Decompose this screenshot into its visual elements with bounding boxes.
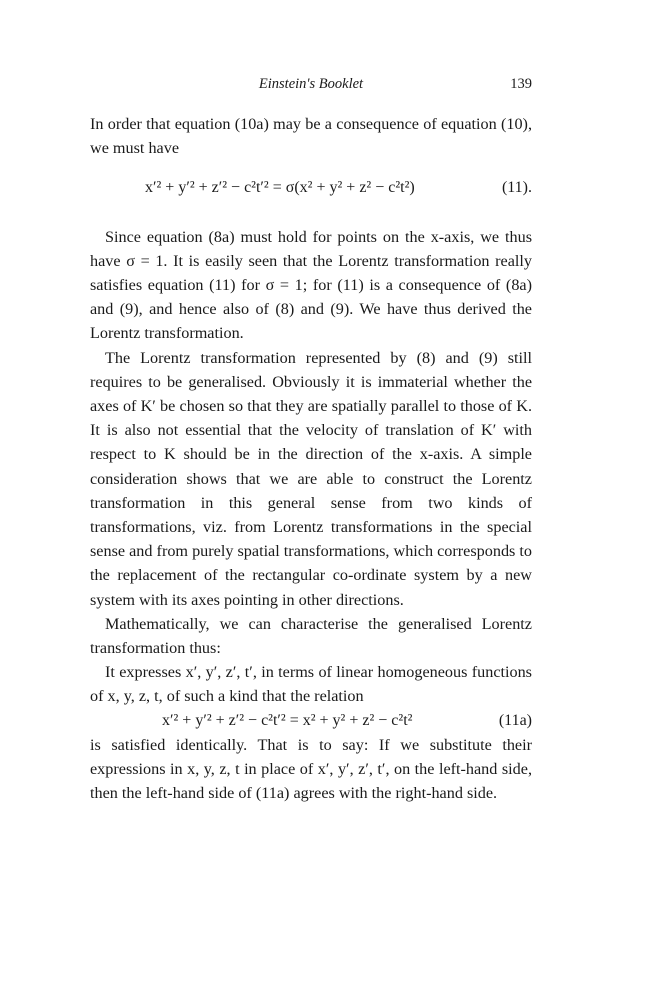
paragraph-6: is satisfied identically. That is to say: If we substitute their expressions in x, y, z, t in place of x′, y′, z′, t′, on the left-hand side, then the left-hand side of (11a) agrees with the right-hand side. [90, 735, 532, 803]
page-number: 139 [510, 76, 532, 92]
running-title: Einstein's Booklet [258, 76, 364, 92]
equation-11-number: (11). [501, 179, 532, 197]
paragraph-4: Mathematically, we can characterise the generalised Lorentz transformation thus: [90, 614, 532, 658]
page-header [90, 76, 532, 98]
paragraph-3: The Lorentz transformation represented by (8) and (9) still requires to be generalised. Obviously it is immaterial whether the axes of K′ be chosen so that they are spatially parallel to those of K. It is also not essential that the velocity of translation of K′ with respect to K should be in the direction of the x-axis. A simple consideration shows that we are able to construct the Lorentz transformation in this general sense from two kinds of transformations, viz. from Lorentz transformations in the special sense and from purely spatial transformations, which corresponds to the replacement of the rectangular co-ordinate system by a new system with its axes pointing in other directions. [90, 348, 532, 609]
equation-11 [90, 176, 532, 200]
equation-11a-expression: x′² + y′² + z′² − c²t′² = x² + y² + z² − c²t² [162, 711, 413, 729]
equation-11a-number: (11a) [498, 711, 532, 729]
paragraph-5: It expresses x′, y′, z′, t′, in terms of linear homogeneous functions of x, y, z, t, of such a kind that the relation [90, 663, 532, 706]
paragraph-1: In order that equation (10a) may be a consequence of equation (10), we must have [90, 115, 532, 158]
paragraph-2: Since equation (8a) must hold for points on the x-axis, we thus have σ = 1. It is easily seen that the Lorentz transformation really satisfies equation (11) for σ = 1; for (11) is a consequence of (8a) and (9), and hence also of (8) and (9). We have thus derived the Lorentz transformation. [90, 227, 532, 343]
equation-11-expression: x′² + y′² + z′² − c²t′² = σ(x² + y² + z² − c²t²) [145, 179, 415, 197]
equation-11a [90, 709, 532, 733]
page-body [90, 112, 532, 805]
